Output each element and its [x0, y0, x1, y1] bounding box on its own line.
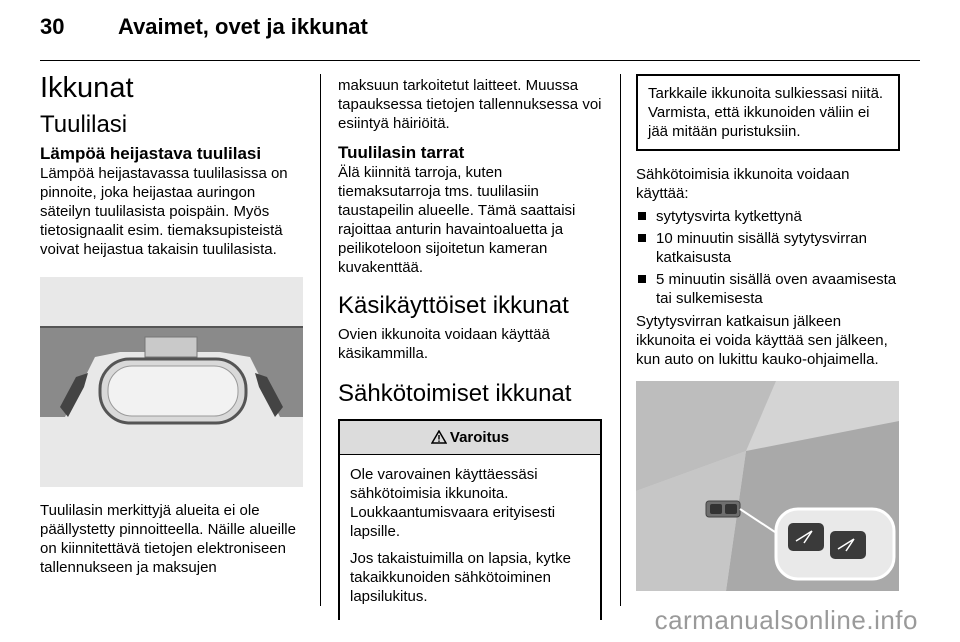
heading-tuulilasi: Tuulilasi: [40, 111, 128, 138]
heading-tuulilasin-tarrat: Tuulilasin tarrat: [338, 143, 465, 162]
warning-box: [338, 419, 602, 620]
heading-sahkotoimiset: Sähkötoimiset ikkunat: [338, 380, 572, 407]
warning-triangle-icon: [431, 430, 447, 444]
note-box: [636, 74, 900, 151]
column-divider-2: [620, 74, 621, 606]
header-rule: [40, 60, 920, 61]
chapter-title: Avaimet, ovet ja ikkunat: [118, 14, 368, 39]
warning-body: [340, 455, 600, 620]
paragraph-continued: maksuun tarkoitetut laitteet. Muussa tapauksessa tietojen tallennuksessa voi esiintyä häiriöitä.: [338, 77, 602, 132]
list-item: 5 minuutin sisällä oven avaamisesta tai sulkemisesta: [636, 270, 900, 308]
warning-title: Varoitus: [449, 429, 510, 446]
window-switch-icon: [636, 381, 899, 591]
warning-header: [340, 421, 600, 455]
list-item: sytytysvirta kytkettynä: [636, 207, 900, 226]
heading-kasikayttoiset: Käsikäyttöiset ikkunat: [338, 292, 569, 319]
heading-ikkunat: Ikkunat: [40, 72, 134, 104]
conditions-list: [636, 207, 900, 308]
note-text: Tarkkaile ikkunoita sulkiessasi niitä. Varmista, että ikkunoiden väliin ei jää mitään puristuksiin.: [648, 85, 884, 140]
page-number: 30: [40, 14, 65, 39]
paragraph-tarrat: Älä kiinnitä tarroja, kuten tiemaksutarroja tms. tuulilasiin taustapeilin alueelle. Tämä saattaisi rajoittaa anturin havaintoaluetta ja peilikoteloon sijoitetun kameran kuvakenttää.: [338, 164, 576, 276]
paragraph-intro: Sähkötoimisia ikkunoita voidaan käyttää:: [636, 166, 850, 202]
rear-view-mirror-icon: [40, 277, 303, 487]
watermark: carmanualsonline.info: [654, 605, 918, 635]
paragraph-lampoa: Lämpöä heijastavassa tuulilasissa on pinnoite, joka heijastaa auringon säteilyn tuulilasista poispäin. Myös tietosignaalit esim. tiemaksupisteistä voivat heijastua takaisin tuulilasista.: [40, 165, 288, 258]
warning-paragraph-2: Jos takaistuimilla on lapsia, kytke takaikkunoiden sähkötoiminen lapsilukitus.: [350, 550, 571, 605]
heading-lampoa-heijastava: Lämpöä heijastava tuulilasi: [40, 144, 262, 163]
page-header: [40, 14, 368, 40]
column-divider-1: [320, 74, 321, 606]
paragraph-merkittyja-alueita: Tuulilasin merkittyjä alueita ei ole päällystetty pinnoitteella. Näille alueille on kiinnitettävä tietojen elektroniseen tallennukseen ja maksujen: [40, 502, 296, 576]
column-2: [338, 76, 602, 620]
list-item: 10 minuutin sisällä sytytysvirran katkaisusta: [636, 229, 900, 267]
paragraph-after: Sytytysvirran katkaisun jälkeen ikkunoita ei voida käyttää sen jälkeen, kun auto on lukittu kauko-ohjaimella.: [636, 313, 888, 368]
column-1: [40, 70, 304, 577]
windshield-mirror-illustration: [40, 277, 303, 487]
column-3: [636, 74, 900, 591]
window-switch-illustration: [636, 381, 899, 591]
paragraph-kasikayttoiset: Ovien ikkunoita voidaan käyttää käsikammilla.: [338, 326, 550, 362]
warning-paragraph-1: Ole varovainen käyttäessäsi sähkötoimisia ikkunoita. Loukkaantumisvaara erityisesti lapsille.: [350, 466, 556, 540]
